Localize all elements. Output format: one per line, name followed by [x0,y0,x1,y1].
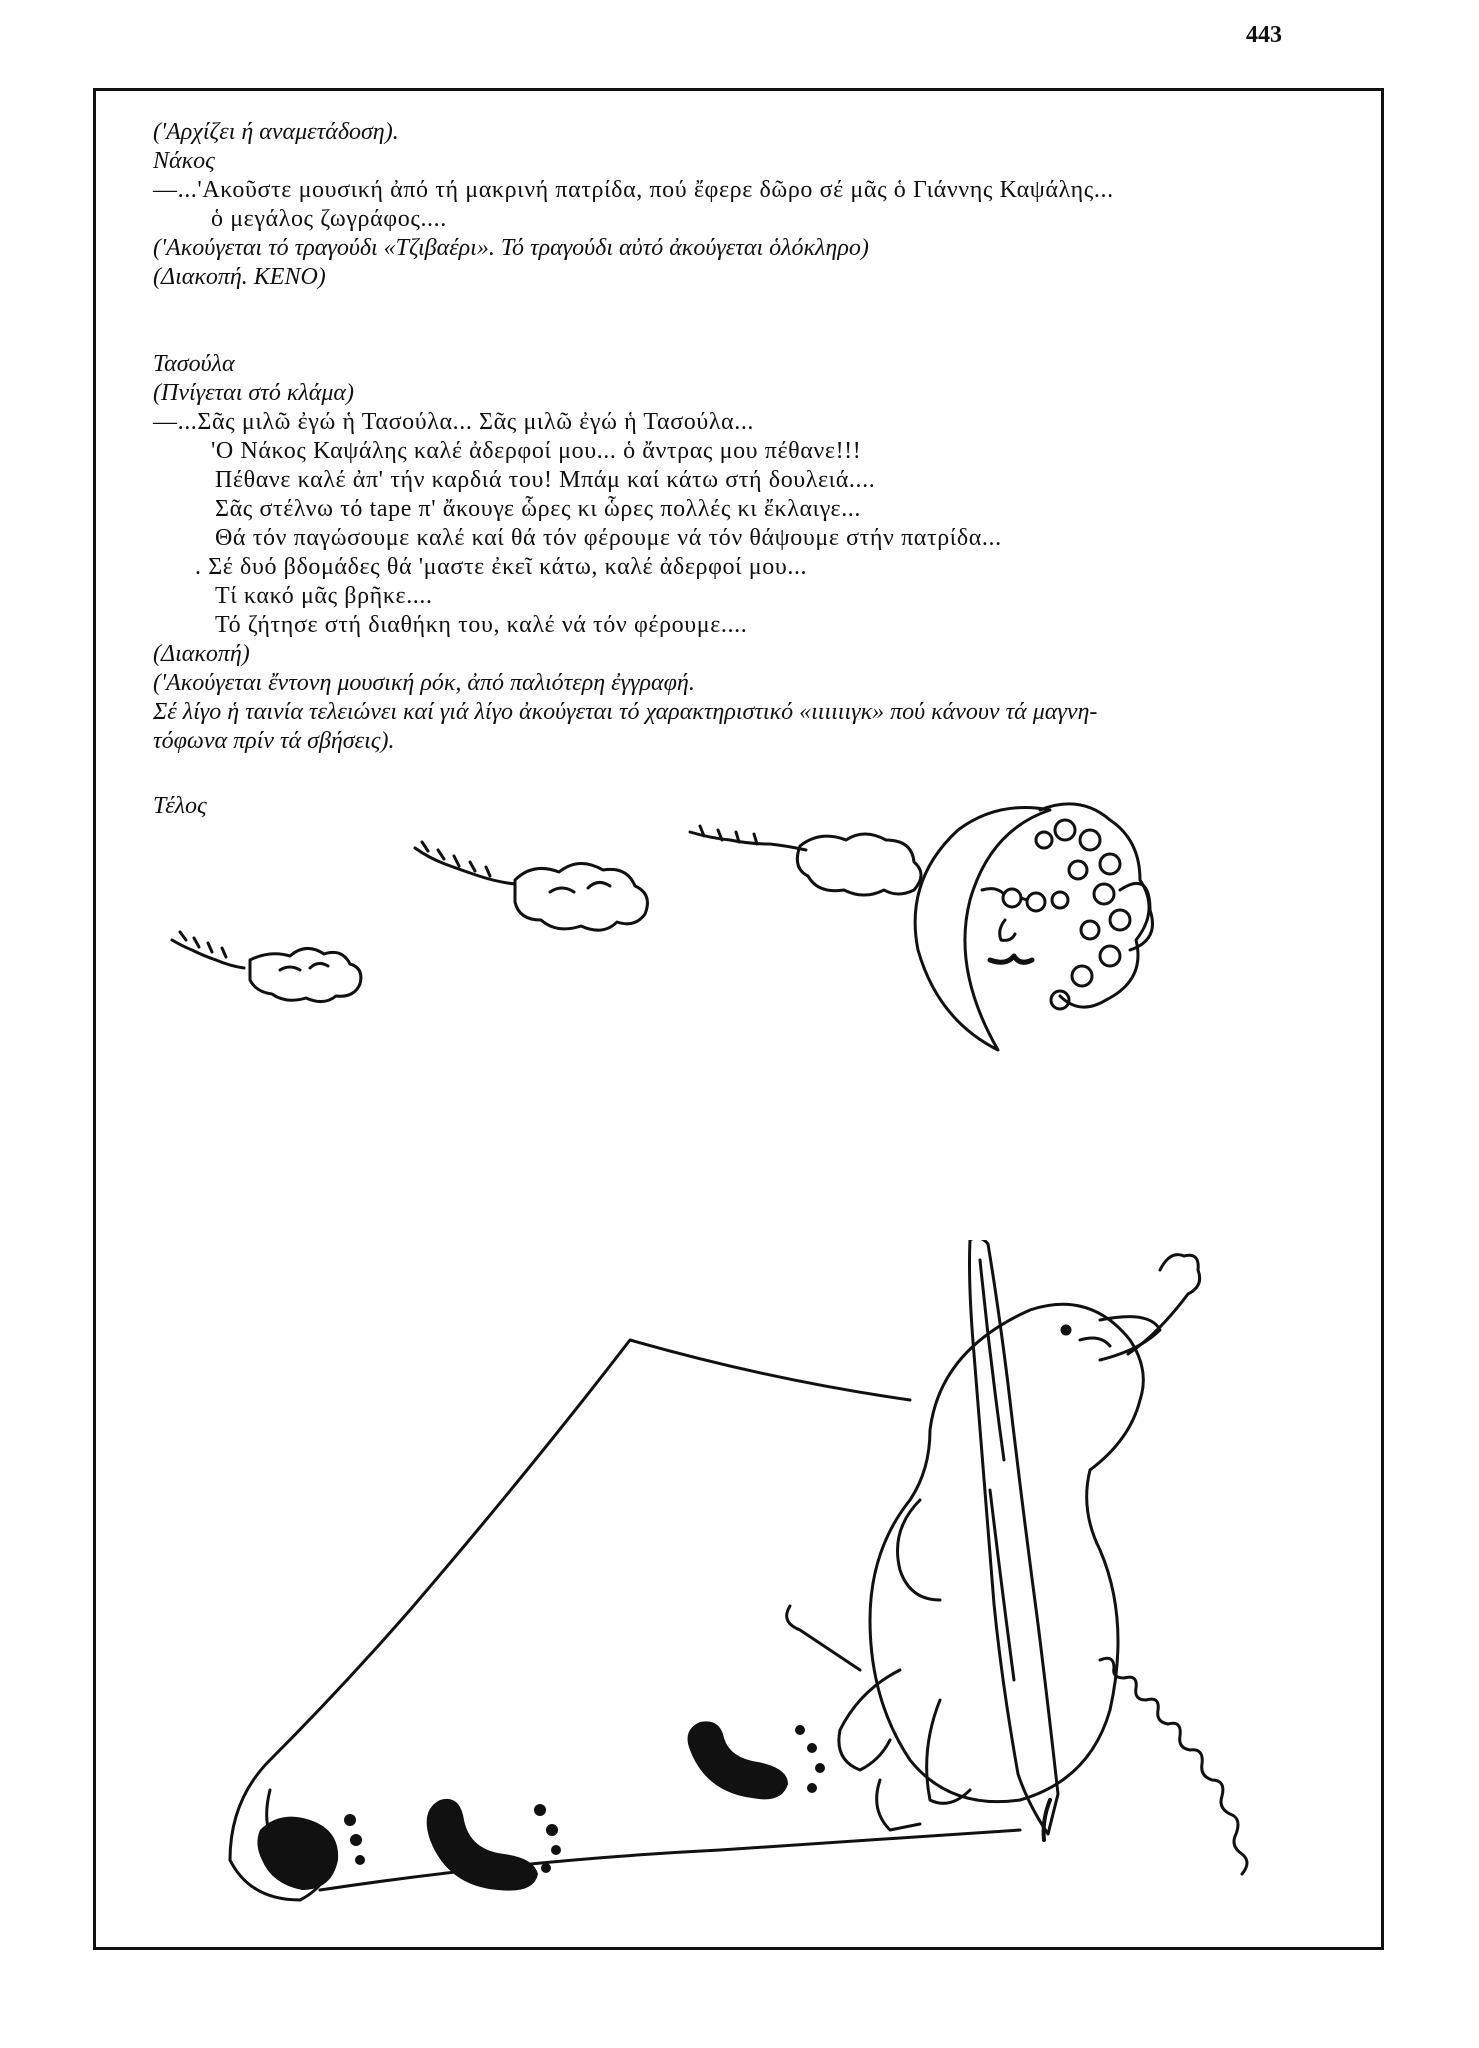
stage-direction-tape-1: Σέ λίγο ἡ ταινία τελειώνει καί γιά λίγο ἀκούγεται τό χαρακτηριστικό «ιιιιιιγκ» πού κάνουν τά μαγνη- [153,699,1098,725]
pen-icon [970,1240,1059,1840]
nakos-line-1: —...'Ακοῦστε μουσική ἀπό τή μακρινή πατρίδα, πού ἔφερε δῶρο σέ μᾶς ὁ Γιάννης Καψάλης... [153,177,1114,203]
tasoula-line: Τό ζήτησε στή διαθήκη του, καλέ νά τόν φέρουμε.... [215,612,748,638]
tasoula-line: Πέθανε καλέ ἀπ' τήν καρδιά του! Μπάμ καί κάτω στή δουλειά.... [215,467,876,493]
stage-direction-tape-2: τόφωνα πρίν τά σβήσεις). [153,728,395,754]
stage-direction-rock: ('Ακούγεται ἔντονη μουσική ρόκ, ἀπό παλιότερη ἐγγραφή. [153,670,695,696]
stage-direction-break: (Διακοπή. ΚΕΝΟ) [153,264,326,290]
moon-face-with-clouds-illustration [160,770,1160,1070]
stage-direction-break-2: (Διακοπή) [153,641,250,667]
speaker-nakos: Νάκος [153,148,215,174]
tasoula-line: 'Ο Νάκος Καψάλης καλέ ἀδερφοί μου... ὁ ἄντρας μου πέθανε!!! [211,438,862,464]
tasoula-line: Τί κακό μᾶς βρῆκε.... [215,583,433,609]
moon-face-icon [915,804,1152,1050]
penguin-with-pen-illustration [200,1240,1360,1920]
tasoula-line: Θά τόν παγώσουμε καλέ καί θά τόν φέρουμε νά τόν θάψουμε στήν πατρίδα... [215,525,1002,551]
cloud-trail-middle [415,842,647,930]
stage-direction-cry: (Πνίγεται στό κλάμα) [153,380,354,406]
speaker-tasoula: Τασούλα [153,351,235,377]
cloud-trail-right [690,826,921,895]
tasoula-line: Σᾶς στέλνω τό tape π' ἄκουγε ὧρες κι ὧρες πολλές κι ἔκλαιγε... [215,496,861,522]
cloud-trail-left [172,932,361,1002]
nakos-line-2: ὁ μεγάλος ζωγράφος.... [211,206,447,232]
stage-direction-song: ('Ακούγεται τό τραγούδι «Τζιβαέρι». Τό τραγούδι αὐτό ἀκούγεται ὁλόκληρο) [153,235,869,261]
spring-cord [1100,1658,1247,1874]
footprints [257,1721,825,1890]
page-number: 443 [1246,22,1282,48]
tasoula-line: —...Σᾶς μιλῶ ἐγώ ἡ Τασούλα... Σᾶς μιλῶ ἐγώ ἡ Τασούλα... [153,409,755,435]
script-text [153,118,1333,821]
penguin-icon [787,1255,1200,1830]
end-label: Τέλος [153,793,207,819]
stage-direction-begin: ('Αρχίζει ή αναμετάδοση). [153,119,399,145]
tasoula-line: . Σέ δυό βδομάδες θά 'μαστε ἐκεῖ κάτω, καλέ ἀδερφοί μου... [195,554,808,580]
